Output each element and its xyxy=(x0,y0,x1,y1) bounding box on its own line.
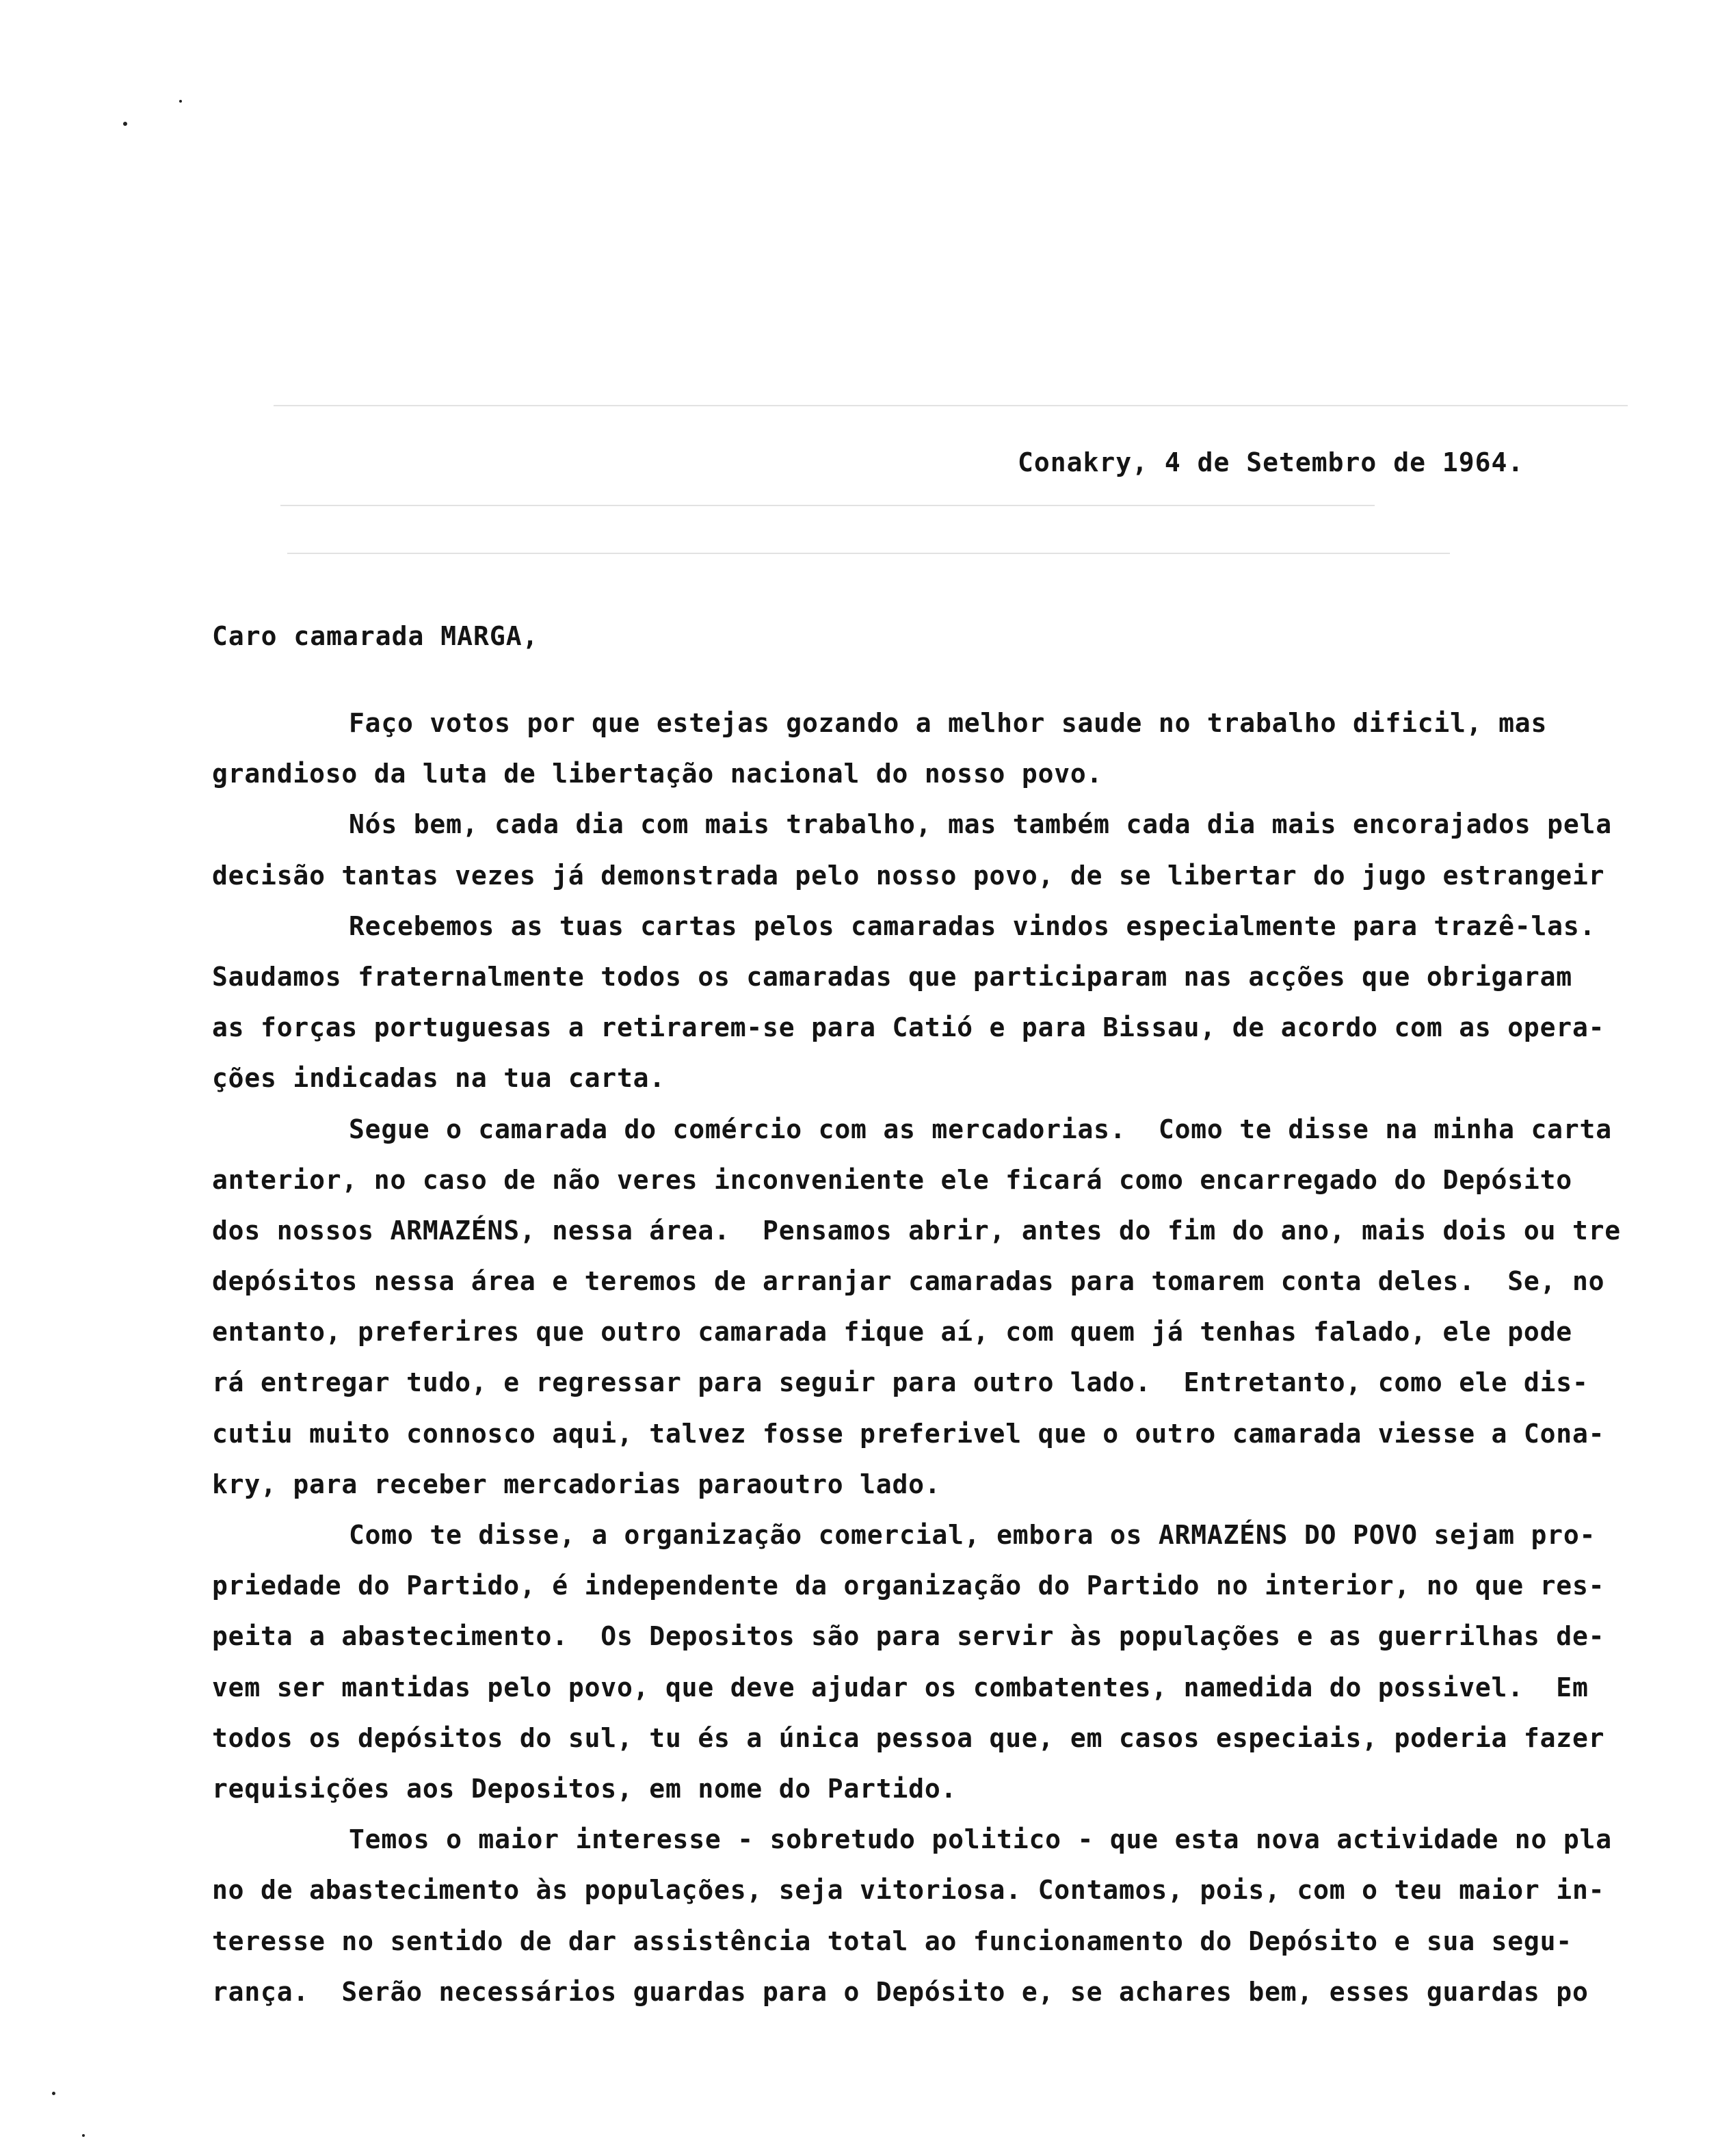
letter-line: Nós bem, cada dia com mais trabalho, mas também cada dia mais encorajados pela xyxy=(349,809,1612,840)
letter-line: Como te disse, a organização comercial, embora os ARMAZÉNS DO POVO sejam pro- xyxy=(349,1520,1596,1550)
letter-line: Faço votos por que estejas gozando a melhor saude no trabalho dificil, mas xyxy=(349,708,1548,738)
letter-salutation: Caro camarada MARGA, xyxy=(212,621,539,651)
letter-line: peita a abastecimento. Os Depositos são para servir às populações e as guerrilhas de- xyxy=(212,1621,1605,1652)
letter-date: Conakry, 4 de Setembro de 1964. xyxy=(1018,447,1524,477)
letter-line: grandioso da luta de libertação nacional do nosso povo. xyxy=(212,759,1103,789)
bleed-through-mark xyxy=(274,405,1628,406)
letter-line: requisições aos Depositos, em nome do Partido. xyxy=(212,1773,957,1804)
letter-line: teresse no sentido de dar assistência total ao funcionamento do Depósito e sua segu- xyxy=(212,1925,1572,1956)
letter-line: Temos o maior interesse - sobretudo politico - que esta nova actividade no pla xyxy=(349,1824,1612,1855)
letter-line: Recebemos as tuas cartas pelos camaradas vindos especialmente para trazê-las. xyxy=(349,910,1596,941)
letter-line: decisão tantas vezes já demonstrada pelo nosso povo, de se libertar do jugo estrangeir xyxy=(212,860,1605,891)
letter-line: Saudamos fraternalmente todos os camaradas que participaram nas acções que obrigaram xyxy=(212,961,1572,992)
letter-line: entanto, preferires que outro camarada fique aí, com quem já tenhas falado, ele pode xyxy=(212,1317,1572,1348)
scan-speck xyxy=(82,2134,85,2137)
letter-line: rança. Serão necessários guardas para o Depósito e, se achares bem, esses guardas po xyxy=(212,1976,1589,2007)
scan-speck xyxy=(52,2092,55,2095)
letter-line: ções indicadas na tua carta. xyxy=(212,1063,665,1094)
letter-line: dos nossos ARMAZÉNS, nessa área. Pensamos abrir, antes do fim do ano, mais dois ou tre xyxy=(212,1215,1621,1246)
letter-line: priedade do Partido, é independente da organização do Partido no interior, no que res- xyxy=(212,1570,1605,1601)
letter-line: kry, para receber mercadorias paraoutro lado. xyxy=(212,1469,941,1499)
letter-line: cutiu muito connosco aqui, talvez fosse preferivel que o outro camarada viesse a Cona- xyxy=(212,1418,1605,1449)
letter-line: Segue o camarada do comércio com as mercadorias. Como te disse na minha carta xyxy=(349,1114,1612,1144)
letter-line: anterior, no caso de não veres inconveniente ele ficará como encarregado do Depósito xyxy=(212,1164,1572,1195)
letter-line: depósitos nessa área e teremos de arranjar camaradas para tomarem conta deles. Se, no xyxy=(212,1266,1605,1297)
scan-speck xyxy=(179,100,182,103)
letter-line: as forças portuguesas a retirarem-se para Catió e para Bissau, de acordo com as opera- xyxy=(212,1012,1605,1043)
letter-body xyxy=(212,698,1676,2017)
letter-line: rá entregar tudo, e regressar para seguir para outro lado. Entretanto, como ele dis- xyxy=(212,1367,1589,1398)
bleed-through-mark xyxy=(287,553,1450,554)
letter-line: vem ser mantidas pelo povo, que deve ajudar os combatentes, namedida do possivel. Em xyxy=(212,1672,1589,1703)
bleed-through-mark xyxy=(280,505,1375,506)
letter-line: todos os depósitos do sul, tu és a única pessoa que, em casos especiais, poderia fazer xyxy=(212,1722,1605,1753)
scan-speck xyxy=(123,122,127,126)
letter-line: no de abastecimento às populações, seja vitoriosa. Contamos, pois, com o teu maior in- xyxy=(212,1875,1605,1906)
